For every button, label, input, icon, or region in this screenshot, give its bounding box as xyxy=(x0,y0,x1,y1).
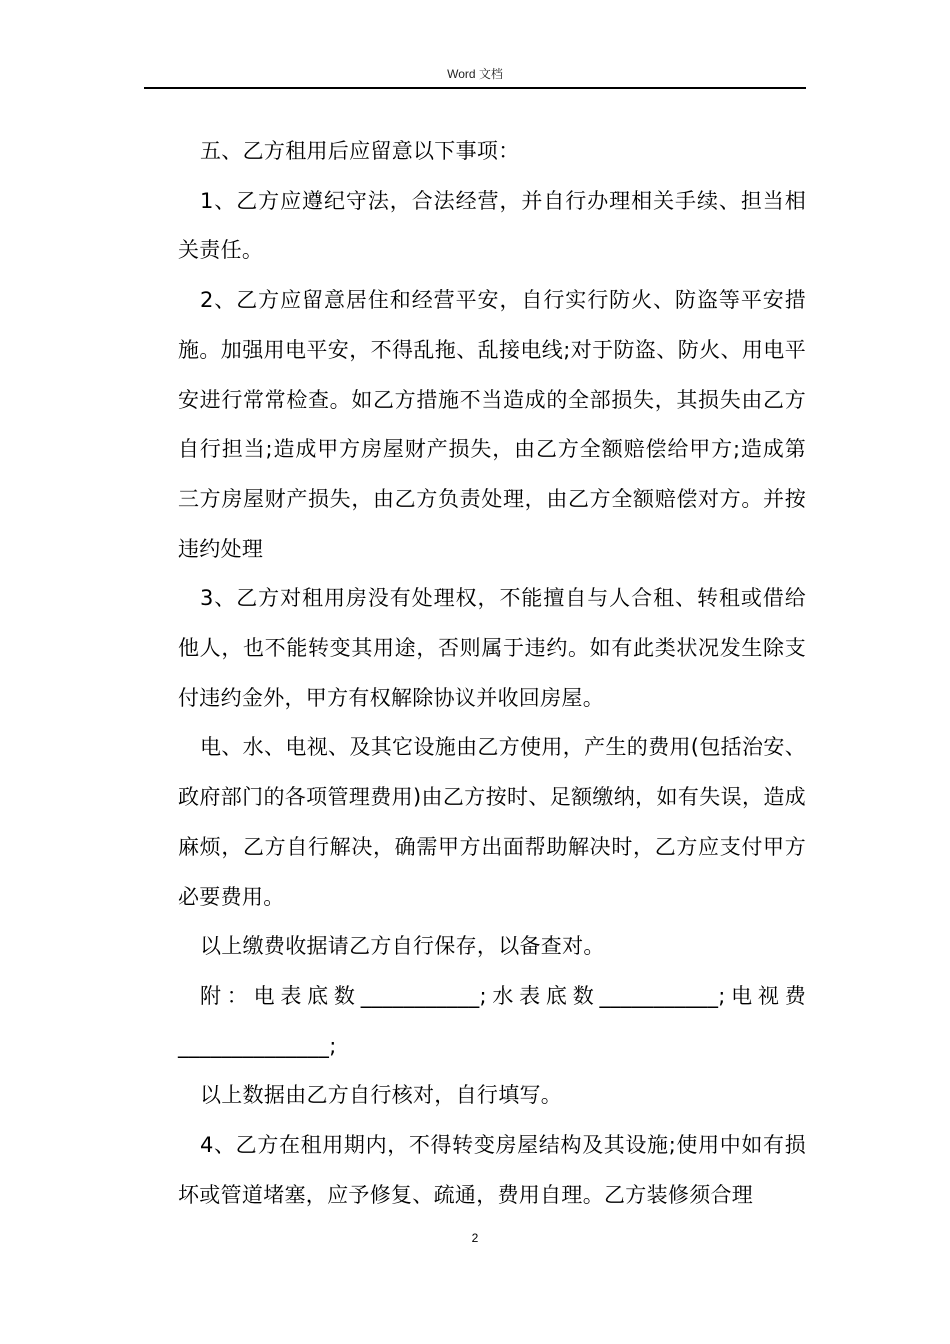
paragraph-section-5-heading: 五、乙方租用后应留意以下事项： xyxy=(200,139,520,163)
paragraph-utilities: 电、水、电视、及其它设施由乙方使用，产生的费用(包括治安、政府部门的各项管理费用)由乙方按时、足额缴纳，如有失误，造成麻烦，乙方自行解决，确需甲方出面帮助解决时，乙方应支付甲方必要费用。 xyxy=(178,735,806,909)
page-number: 2 xyxy=(471,1231,479,1245)
paragraph-receipts: 以上缴费收据请乙方自行保存，以备查对。 xyxy=(200,934,605,959)
header-divider xyxy=(144,87,806,89)
paragraph-item-1: 1、乙方应遵纪守法，合法经营，并自行办理相关手续、担当相关责任。 xyxy=(178,188,806,263)
page-header: Word 文档 xyxy=(447,67,503,81)
paragraph-item-4: 4、乙方在租用期内，不得转变房屋结构及其设施;使用中如有损坏或管道堵塞，应予修复、疏通，费用自理。乙方装修须合理 xyxy=(178,1133,806,1207)
paragraph-item-2: 2、乙方应留意居住和经营平安，自行实行防火、防盗等平安措施。加强用电平安，不得乱拖、乱接电线;对于防盗、防火、用电平安进行常常检查。如乙方措施不当造成的全部损失，其损失由乙方自行担当;造成甲方房屋财产损失，由乙方全额赔偿给甲方;造成第三方房屋财产损失，由乙方负责处理，由乙方全额赔偿对方。并按违约处理 xyxy=(178,288,806,561)
paragraph-data-verification: 以上数据由乙方自行核对，自行填写。 xyxy=(200,1083,563,1108)
paragraph-item-3: 3、乙方对租用房没有处理权，不能擅自与人合租、转租或借给他人，也不能转变其用途，否则属于违约。如有此类状况发生除支付违约金外，甲方有权解除协议并收回房屋。 xyxy=(178,586,806,710)
document-body xyxy=(178,127,806,1220)
paragraph-meter-readings: 附：电表底数___________;水表底数___________;电视费______________; xyxy=(178,983,806,1058)
